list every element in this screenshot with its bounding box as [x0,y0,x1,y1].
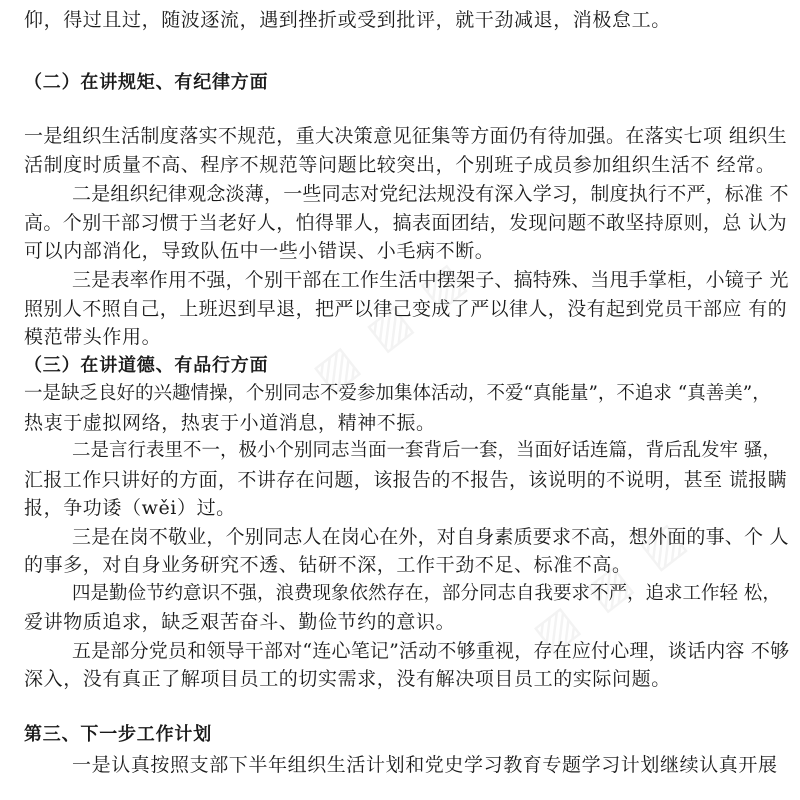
watermark: ▨ ▨ ▨ [303,249,480,402]
text-line: 仰，得过且过，随波逐流，遇到挫折或受到批评，就干劲减退，消极怠工。 [24,9,671,31]
text-line: 模范带头作用。 [24,326,162,348]
text-line: 可以内部消化，导致队伍中一些小错误、小毛病不断。 [24,240,495,262]
text-line: 一是缺乏良好的兴趣情操，个别同志不爱参加集体活动，不爱“真能量”，不追求 “真善美”， [24,383,771,404]
text-line: 照别人不照自己，上班迟到早退，把严以律己变成了严以律人，没有起到党员干部应 有的 [24,298,788,320]
section-heading: 第三、下一步工作计划 [24,724,212,745]
watermark: ▨ ▨ ▨ [523,509,700,662]
text-line: 二是言行表里不一，极小个别同志当面一套背后一套，当面好话连篇，背后乱发牢 骚， [72,440,781,461]
text-line: 二是组织纪律观念淡薄，一些同志对党纪法规没有深入学习，制度执行不严，标准 不 [72,183,789,205]
text-line: 高。个别干部习惯于当老好人，怕得罪人，搞表面团结，发现问题不敢坚持原则，总 认为 [24,212,788,234]
text-line: 爱讲物质追求，缺乏艰苦奋斗、勤俭节约的意识。 [24,611,456,633]
text-line: 五是部分党员和领导干部对“连心笔记”活动不够重视，存在应付心理，谈话内容 不够 [72,640,790,662]
text-line: 热衷于虚拟网络，热衷于小道消息，精神不振。 [24,412,436,434]
text-line: 报，争功诿（wěi）过。 [24,497,236,519]
text-line: 三是表率作用不强，个别干部在工作生活中摆架子、搞特殊、当甩手掌柜，小镜子 光 [72,269,789,291]
text-line: 深入，没有真正了解项目员工的切实需求，没有解决项目员工的实际问题。 [24,668,671,690]
text-line: 一是组织生活制度落实不规范，重大决策意见征集等方面仍有待加强。在落实七项 组织生 [24,125,788,147]
text-line: 汇报工作只讲好的方面，不讲存在问题，该报告的不报告，该说明的不说明，甚至 谎报瞒 [24,469,788,491]
text-line: 的事多，对自身业务研究不透、钻研不深，工作干劲不足、标准不高。 [24,554,632,576]
section-heading: （三）在讲道德、有品行方面 [24,355,269,376]
text-line: 三是在岗不敬业，个别同志人在岗心在外，对自身素质要求不高，想外面的事、个 人 [72,526,789,548]
text-line: 一是认真按照支部下半年组织生活计划和党史学习教育专题学习计划继续认真开展 [72,754,778,776]
text-line: 四是勤俭节约意识不强，浪费现象依然存在，部分同志自我要求不严，追求工作轻 松， [72,583,781,604]
text-line: 活制度时质量不高、程序不规范等问题比较突出，个别班子成员参加组织生活不 经常。 [24,154,776,176]
section-heading: （二）在讲规矩、有纪律方面 [24,72,269,93]
